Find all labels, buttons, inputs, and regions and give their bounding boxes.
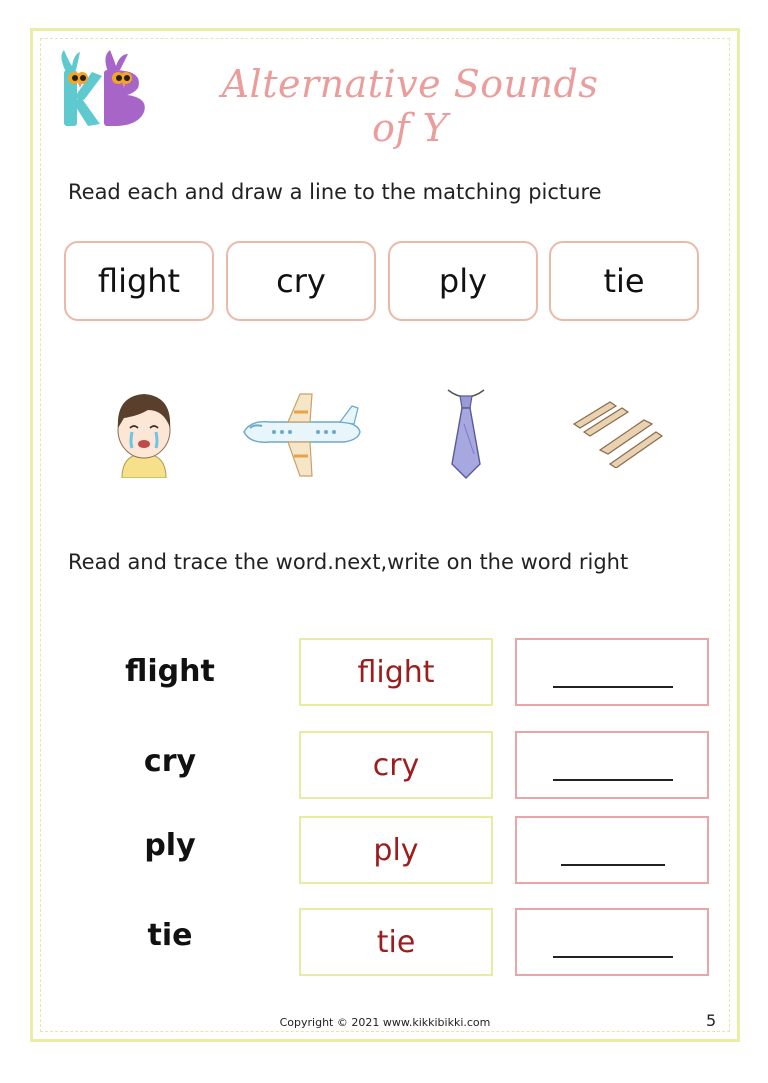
airplane-icon[interactable] (240, 392, 364, 478)
trace-box-flight[interactable]: flight (299, 638, 493, 706)
word-card-tie[interactable]: tie (549, 241, 699, 321)
trace-box-tie[interactable]: tie (299, 908, 493, 976)
copyright-text: Copyright © 2021 www.kikkibikki.com (279, 1016, 491, 1029)
crying-boy-icon[interactable] (108, 388, 180, 478)
matching-instruction: Read each and draw a line to the matching picture (68, 180, 602, 204)
write-box-flight[interactable] (515, 638, 709, 706)
kb-logo-icon (52, 48, 152, 130)
row-word-tie: tie (147, 918, 193, 953)
page-number: 5 (706, 1011, 717, 1030)
trace-box-ply[interactable]: ply (299, 816, 493, 884)
trace-box-cry[interactable]: cry (299, 731, 493, 799)
row-word-ply: ply (144, 828, 196, 863)
row-word-flight: flight (125, 654, 215, 689)
necktie-icon[interactable] (444, 384, 488, 480)
write-box-tie[interactable] (515, 908, 709, 976)
write-line (561, 864, 665, 866)
word-card-flight[interactable]: flight (64, 241, 214, 321)
write-line (553, 956, 673, 958)
word-card-cry[interactable]: cry (226, 241, 376, 321)
row-word-cry: cry (143, 744, 197, 779)
write-box-cry[interactable] (515, 731, 709, 799)
wood-planks-icon[interactable] (570, 398, 664, 468)
page-title: Alternative Sounds of Y (221, 62, 599, 150)
write-box-ply[interactable] (515, 816, 709, 884)
write-line (553, 779, 673, 781)
word-card-ply[interactable]: ply (388, 241, 538, 321)
write-line (553, 686, 673, 688)
trace-instruction: Read and trace the word.next,write on the word right (68, 550, 629, 574)
